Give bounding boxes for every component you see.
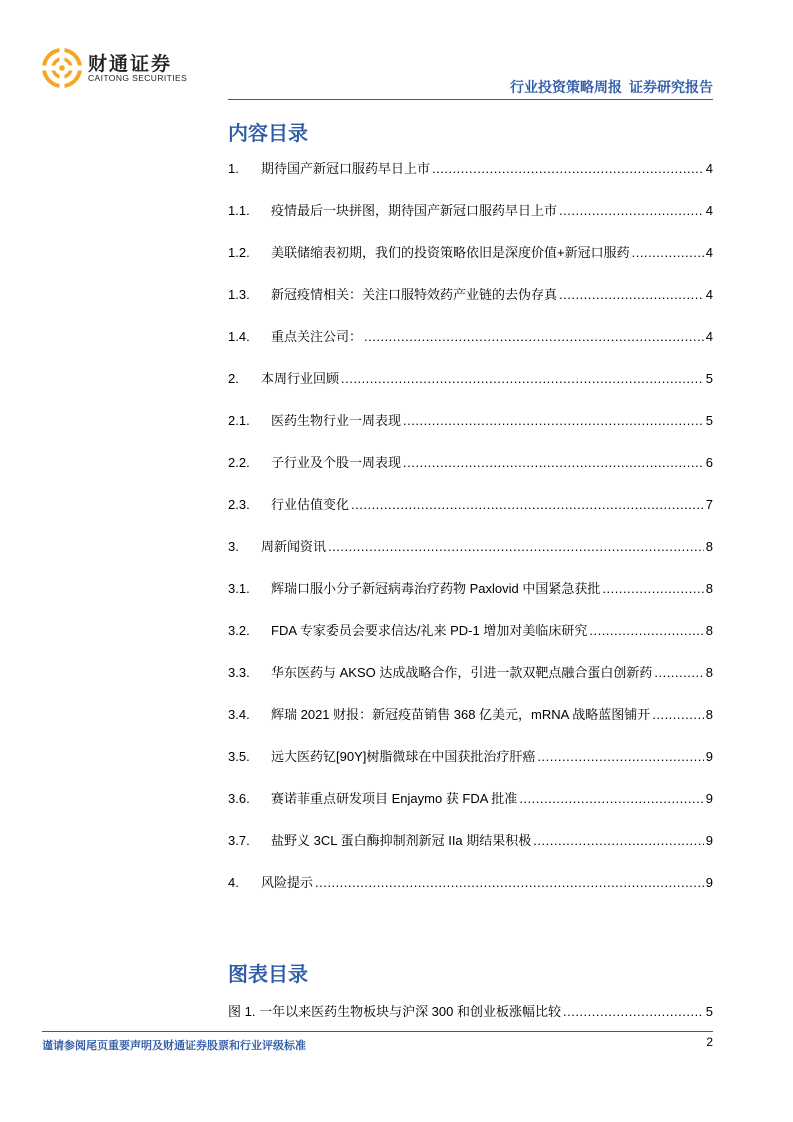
toc-item-3-6[interactable]: [228, 790, 713, 808]
toc-number: 2.1.: [228, 413, 250, 428]
toc-title: 辉瑞口服小分子新冠病毒治疗药物 Paxlovid 中国紧急获批: [271, 581, 601, 596]
company-logo: [42, 48, 242, 88]
footer-divider: [42, 1031, 713, 1032]
toc-leader: [328, 538, 704, 556]
toc-leader: [364, 328, 704, 346]
toc-leader: [533, 832, 703, 850]
toc-title: 远大医药钇[90Y]树脂微球在中国获批治疗肝癌: [271, 749, 536, 764]
toc-page: 4: [705, 287, 713, 302]
toc-page: 4: [705, 245, 713, 260]
toc-number: 3.5.: [228, 749, 250, 764]
toc-number: 3.1.: [228, 581, 250, 596]
toc-number: 3.: [228, 539, 239, 554]
toc-item-1-2[interactable]: [228, 244, 713, 262]
toc-leader: [537, 748, 703, 766]
toc-title: 赛诺菲重点研发项目 Enjaymo 获 FDA 批准: [271, 791, 518, 806]
toc-item-3-2[interactable]: [228, 622, 713, 640]
toc-leader: [632, 244, 704, 262]
toc-page: 4: [705, 203, 713, 218]
toc-page: 4: [705, 161, 713, 176]
figures-title: 图表目录: [228, 964, 308, 986]
toc-page: 9: [705, 749, 713, 764]
toc-page: 8: [705, 707, 713, 722]
toc-title: 本周行业回顾: [261, 371, 340, 386]
toc-leader: [341, 370, 704, 388]
toc-item-1[interactable]: [228, 160, 713, 178]
toc-number: 3.7.: [228, 833, 250, 848]
toc-page: 8: [705, 581, 713, 596]
toc-item-1-1[interactable]: [228, 202, 713, 220]
toc-title: 周新闻资讯: [261, 539, 327, 554]
toc-title: 行业估值变化: [271, 497, 350, 512]
toc-leader: [315, 874, 704, 892]
toc-number: 3.4.: [228, 707, 250, 722]
toc-item-1-3[interactable]: [228, 286, 713, 304]
toc-title: 盐野义 3CL 蛋白酶抑制剂新冠 IIa 期结果积极: [271, 833, 532, 848]
toc-page: 5: [705, 371, 713, 386]
toc-page: 9: [705, 833, 713, 848]
toc-title: 疫情最后一块拼图，期待国产新冠口服药早日上市: [271, 203, 558, 218]
toc-item-3-7[interactable]: [228, 832, 713, 850]
toc-title: 华东医药与 AKSO 达成战略合作，引进一款双靶点融合蛋白创新药: [271, 665, 653, 680]
toc-page: 9: [705, 875, 713, 890]
figure-item-1[interactable]: [228, 1003, 713, 1021]
figure-leader: [563, 1003, 704, 1021]
toc-item-2[interactable]: [228, 370, 713, 388]
figure-title: 图 1. 一年以来医药生物板块与沪深 300 和创业板涨幅比较: [228, 1004, 561, 1019]
toc-leader: [559, 286, 704, 304]
toc-item-2-2[interactable]: [228, 454, 713, 472]
toc-item-3-4[interactable]: [228, 706, 713, 724]
toc-number: 1.3.: [228, 287, 250, 302]
toc-item-2-3[interactable]: [228, 496, 713, 514]
toc-title: FDA 专家委员会要求信达/礼来 PD-1 增加对美临床研究: [271, 623, 588, 638]
report-category: 证券研究报告: [629, 79, 713, 95]
disclaimer-note: 谨请参阅尾页重要声明及财通证券股票和行业评级标准: [42, 1040, 306, 1052]
toc-leader: [589, 622, 703, 640]
toc-number: 1.: [228, 161, 239, 176]
toc-page: 8: [705, 539, 713, 554]
toc-number: 3.6.: [228, 791, 250, 806]
toc-title: 期待国产新冠口服药早日上市: [261, 161, 431, 176]
brand-name-en: CAITONG SECURITIES: [88, 73, 188, 83]
toc-page: 5: [705, 413, 713, 428]
toc-page: 9: [705, 791, 713, 806]
toc-leader: [351, 496, 704, 514]
toc-number: 2.2.: [228, 455, 250, 470]
toc-number: 1.1.: [228, 203, 250, 218]
toc-leader: [432, 160, 704, 178]
figure-page: 5: [705, 1004, 713, 1019]
toc-item-3-3[interactable]: [228, 664, 713, 682]
toc-title: 新冠疫情相关：关注口服特效药产业链的去伪存真: [271, 287, 558, 302]
toc-leader: [602, 580, 703, 598]
report-header: [510, 77, 713, 97]
toc-title: 风险提示: [261, 875, 314, 890]
page-number: 2: [706, 1035, 713, 1049]
toc-title: 美联储缩表初期，我们的投资策略依旧是深度价值+新冠口服药: [271, 245, 630, 260]
toc-page: 6: [705, 455, 713, 470]
header-divider: [228, 99, 713, 100]
caitong-logo-icon: [42, 48, 82, 88]
toc-item-3-1[interactable]: [228, 580, 713, 598]
report-type: 行业投资策略周报: [510, 79, 622, 95]
toc-number: 1.2.: [228, 245, 250, 260]
toc-leader: [519, 790, 703, 808]
toc-leader: [403, 412, 704, 430]
toc-title: 重点关注公司：: [271, 329, 363, 344]
toc-leader: [559, 202, 704, 220]
toc-page: 8: [705, 623, 713, 638]
contents-title: 内容目录: [228, 123, 308, 145]
toc-page: 8: [705, 665, 713, 680]
toc-item-4[interactable]: [228, 874, 713, 892]
toc-number: 2.3.: [228, 497, 250, 512]
toc-number: 2.: [228, 371, 239, 386]
toc-page: 7: [705, 497, 713, 512]
toc-title: 医药生物行业一周表现: [271, 413, 402, 428]
toc-title: 子行业及个股一周表现: [271, 455, 402, 470]
toc-number: 4.: [228, 875, 239, 890]
brand-name-cn: 财通证券: [88, 54, 173, 75]
toc-number: 3.3.: [228, 665, 250, 680]
toc-page: 4: [705, 329, 713, 344]
toc-number: 1.4.: [228, 329, 250, 344]
toc-leader: [403, 454, 704, 472]
toc-item-3[interactable]: [228, 538, 713, 556]
toc-title: 辉瑞 2021 财报：新冠疫苗销售 368 亿美元，mRNA 战略蓝图铺开: [271, 707, 651, 722]
toc-item-2-1[interactable]: [228, 412, 713, 430]
toc-item-1-4[interactable]: [228, 328, 713, 346]
toc-item-3-5[interactable]: [228, 748, 713, 766]
toc-leader: [654, 664, 703, 682]
toc-number: 3.2.: [228, 623, 250, 638]
toc-leader: [652, 706, 704, 724]
